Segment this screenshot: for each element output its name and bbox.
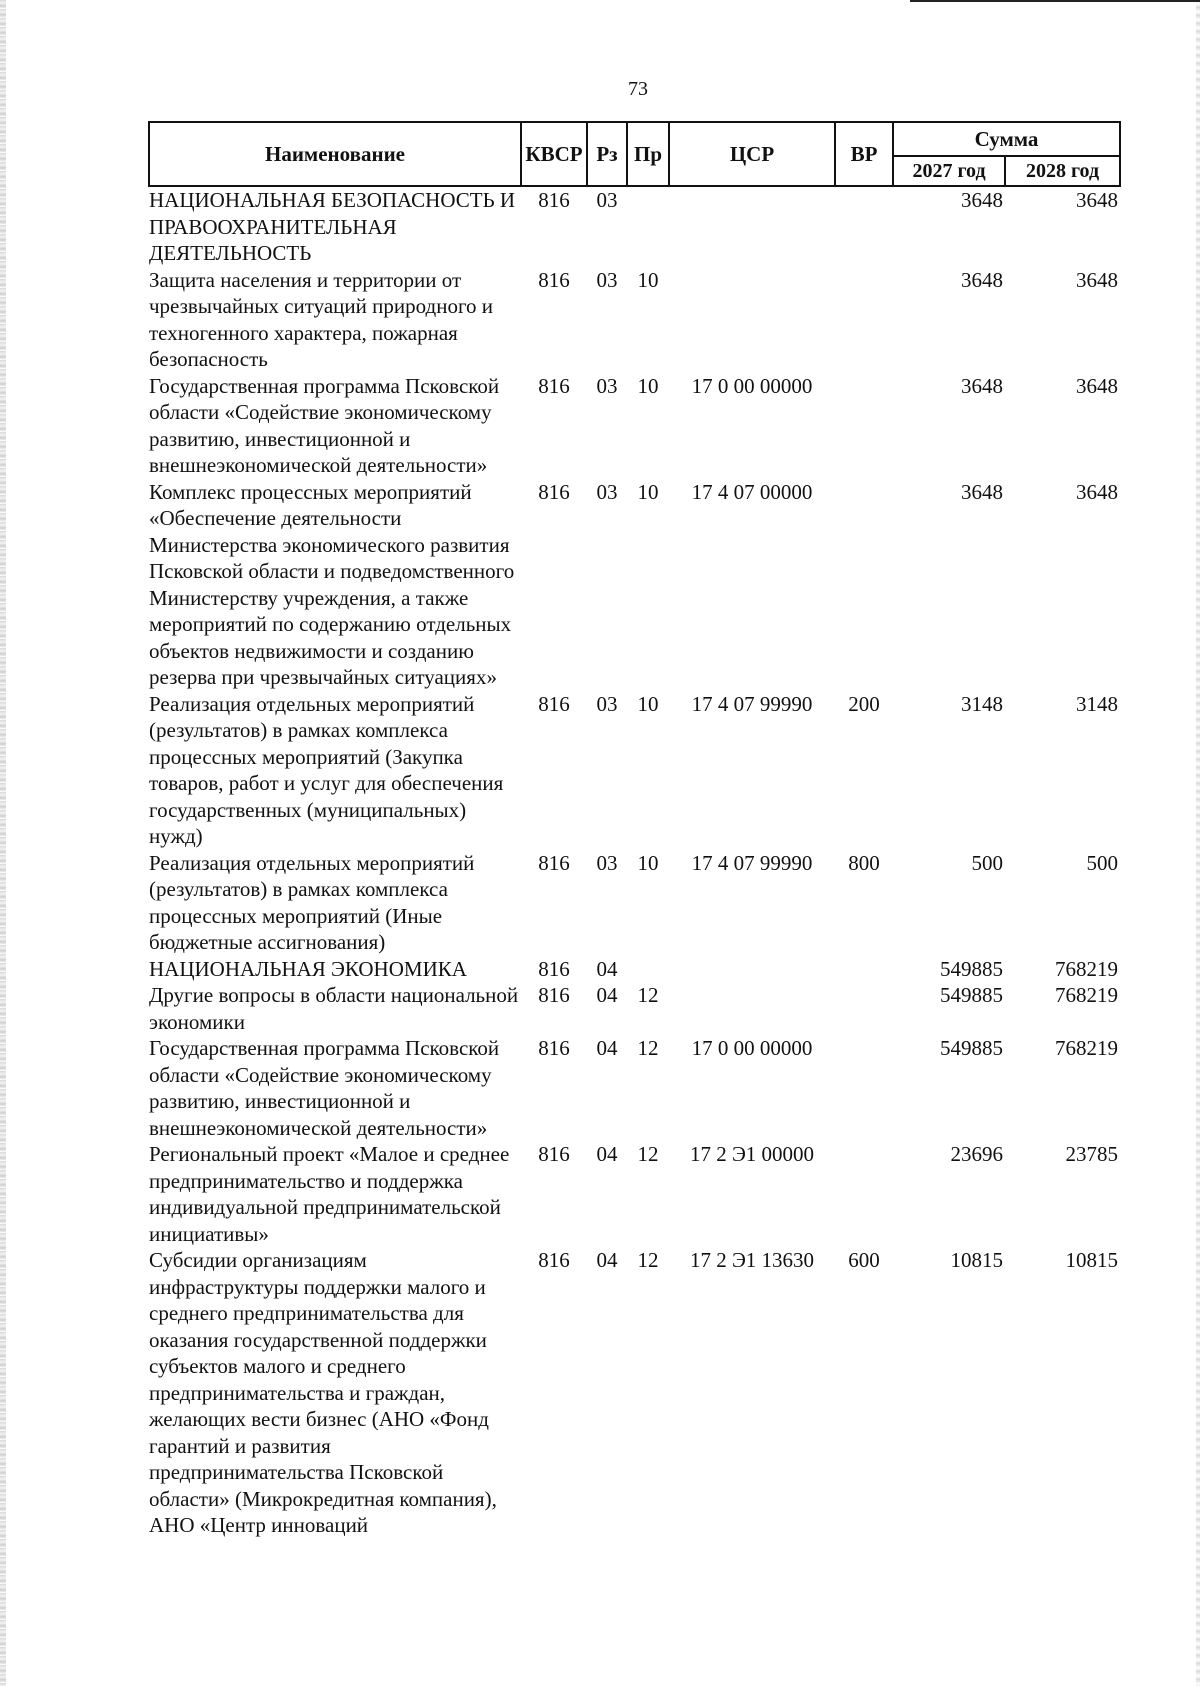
cell-name: Другие вопросы в области национальной экономики	[149, 983, 519, 1034]
cell-pr: 10	[637, 267, 659, 292]
cell-pr	[627, 956, 669, 983]
cell-kvsr: 816	[538, 956, 570, 981]
cell-sum-2027: 500	[971, 850, 1003, 875]
cell-name: НАЦИОНАЛЬНАЯ ЭКОНОМИКА	[149, 956, 467, 981]
cell-csr: 17 0 00 00000	[691, 373, 813, 398]
cell-sum-2028: 768219	[1055, 983, 1118, 1007]
cell-rz: 03	[596, 479, 618, 504]
cell-csr: 17 4 07 99990	[691, 850, 813, 875]
cell-sum-2027: 23696	[950, 1142, 1003, 1166]
cell-rz: 03	[596, 850, 618, 875]
header-year-2027: 2027 год	[893, 156, 1005, 186]
cell-name: Государственная программа Псковской области «Содействие экономическому развитию, инвестиционной и внешнеэкономической деятельности»	[149, 1036, 500, 1140]
cell-csr	[669, 267, 835, 373]
header-vr: ВР	[835, 122, 893, 186]
table-row	[149, 479, 1120, 691]
cell-csr	[669, 186, 835, 267]
cell-vr	[835, 1035, 893, 1141]
cell-csr	[669, 956, 835, 983]
cell-vr	[835, 956, 893, 983]
cell-kvsr: 816	[538, 479, 570, 504]
cell-sum-2028: 3148	[1076, 691, 1118, 716]
header-name: Наименование	[149, 122, 521, 186]
cell-vr: 800	[848, 850, 880, 875]
table-row	[149, 186, 1120, 267]
cell-rz: 04	[596, 1248, 618, 1272]
cell-kvsr: 816	[538, 1248, 570, 1272]
table-row	[149, 1247, 1120, 1539]
cell-csr: 17 4 07 99990	[691, 691, 813, 716]
cell-sum-2027: 3648	[961, 188, 1003, 212]
scan-edge-left	[0, 0, 6, 1686]
cell-vr	[835, 479, 893, 691]
cell-sum-2028: 768219	[1055, 1036, 1118, 1060]
cell-sum-2028: 500	[1086, 850, 1118, 875]
cell-name: Защита населения и территории от чрезвычайных ситуаций природного и техногенного характера, пожарная безопасность	[149, 267, 494, 371]
cell-pr: 10	[637, 850, 659, 875]
cell-name: НАЦИОНАЛЬНАЯ БЕЗОПАСНОСТЬ И ПРАВООХРАНИТЕЛЬНАЯ ДЕЯТЕЛЬНОСТЬ	[149, 188, 516, 265]
cell-sum-2027: 3648	[961, 373, 1003, 398]
cell-csr: 17 4 07 00000	[691, 479, 813, 504]
header-rz: Рз	[587, 122, 627, 186]
cell-sum-2027: 549885	[940, 1036, 1003, 1060]
cell-kvsr: 816	[538, 267, 570, 292]
header-sum: Сумма	[893, 122, 1120, 156]
header-year-2028: 2028 год	[1005, 156, 1120, 186]
cell-sum-2027: 549885	[940, 956, 1003, 981]
cell-rz: 03	[596, 267, 618, 292]
header-pr: Пр	[627, 122, 669, 186]
cell-vr	[835, 982, 893, 1035]
table-row	[149, 1035, 1120, 1141]
cell-sum-2028: 3648	[1076, 373, 1118, 398]
cell-csr: 17 0 00 00000	[691, 1036, 813, 1060]
page-number: 73	[628, 78, 648, 100]
cell-pr	[627, 186, 669, 267]
cell-rz: 04	[596, 1142, 618, 1166]
cell-sum-2027: 10815	[950, 1248, 1003, 1272]
cell-sum-2027: 3648	[961, 479, 1003, 504]
table-body	[149, 186, 1120, 1539]
budget-table	[148, 121, 1121, 1539]
cell-vr: 200	[848, 691, 880, 716]
header-kvsr: КВСР	[521, 122, 587, 186]
cell-kvsr: 816	[538, 983, 570, 1007]
cell-kvsr: 816	[538, 1142, 570, 1166]
cell-kvsr: 816	[538, 850, 570, 875]
cell-pr: 10	[637, 373, 659, 398]
cell-pr: 10	[637, 691, 659, 716]
cell-vr	[835, 1141, 893, 1247]
cell-name: Региональный проект «Малое и среднее предпринимательство и поддержка индивидуальной предпринимательской инициативы»	[149, 1142, 510, 1246]
cell-csr	[669, 982, 835, 1035]
cell-rz: 03	[596, 373, 618, 398]
cell-vr	[835, 373, 893, 479]
cell-pr: 12	[637, 1142, 659, 1166]
table-row	[149, 982, 1120, 1035]
cell-name: Государственная программа Псковской области «Содействие экономическому развитию, инвестиционной и внешнеэкономической деятельности»	[149, 373, 500, 477]
cell-pr: 12	[637, 1248, 659, 1272]
table-row	[149, 691, 1120, 850]
cell-sum-2027: 549885	[940, 983, 1003, 1007]
cell-sum-2027: 3148	[961, 691, 1003, 716]
cell-csr: 17 2 Э1 00000	[689, 1142, 815, 1166]
cell-name: Реализация отдельных мероприятий (результатов) в рамках комплекса процессных мероприятий (Закупка товаров, работ и услуг для обеспечения государственных (муниципальных) нужд)	[149, 691, 504, 848]
cell-kvsr: 816	[538, 691, 570, 716]
cell-rz: 04	[596, 1036, 618, 1060]
cell-vr: 600	[848, 1248, 880, 1272]
cell-rz: 03	[596, 691, 618, 716]
cell-kvsr: 816	[538, 188, 570, 212]
cell-rz: 03	[596, 188, 618, 212]
cell-name: Субсидии организациям инфраструктуры поддержки малого и среднего предпринимательства для оказания государственной поддержки субъектов малого и среднего предпринимательства и граждан, желающих вести бизнес (АНО «Фонд гарантий и развития предпринимательства Псковской области» (Микрокредитная компания), АНО «Центр инноваций	[149, 1248, 497, 1537]
table-row	[149, 956, 1120, 983]
table-row	[149, 1141, 1120, 1247]
cell-rz: 04	[596, 956, 618, 981]
cell-sum-2028: 23785	[1065, 1142, 1118, 1166]
table-row	[149, 850, 1120, 956]
table-header	[149, 122, 1120, 186]
cell-sum-2028: 10815	[1065, 1248, 1118, 1272]
cell-pr: 12	[637, 1036, 659, 1060]
cell-vr	[835, 186, 893, 267]
cell-vr	[835, 267, 893, 373]
cell-name: Реализация отдельных мероприятий (результатов) в рамках комплекса процессных мероприятий (Иные бюджетные ассигнования)	[149, 850, 475, 954]
cell-sum-2028: 3648	[1076, 267, 1118, 292]
table-row	[149, 267, 1120, 373]
cell-pr: 12	[637, 983, 659, 1007]
cell-sum-2028: 3648	[1076, 479, 1118, 504]
cell-sum-2027: 3648	[961, 267, 1003, 292]
cell-sum-2028: 3648	[1076, 188, 1118, 212]
cell-pr: 10	[637, 479, 659, 504]
table-row	[149, 373, 1120, 479]
cell-csr: 17 2 Э1 13630	[689, 1248, 815, 1272]
cell-rz: 04	[596, 983, 618, 1007]
scan-edge-right	[1196, 0, 1200, 1686]
cell-kvsr: 816	[538, 373, 570, 398]
cell-name: Комплекс процессных мероприятий «Обеспечение деятельности Министерства экономического развития Псковской области и подведомственного Министерству учреждения, а также мероприятий по содержанию отдельных объектов недвижимости и созданию резерва при чрезвычайных ситуациях»	[149, 479, 515, 689]
cell-sum-2028: 768219	[1055, 956, 1118, 981]
scan-top-rule	[910, 0, 1200, 2]
header-csr: ЦСР	[669, 122, 835, 186]
cell-kvsr: 816	[538, 1036, 570, 1060]
